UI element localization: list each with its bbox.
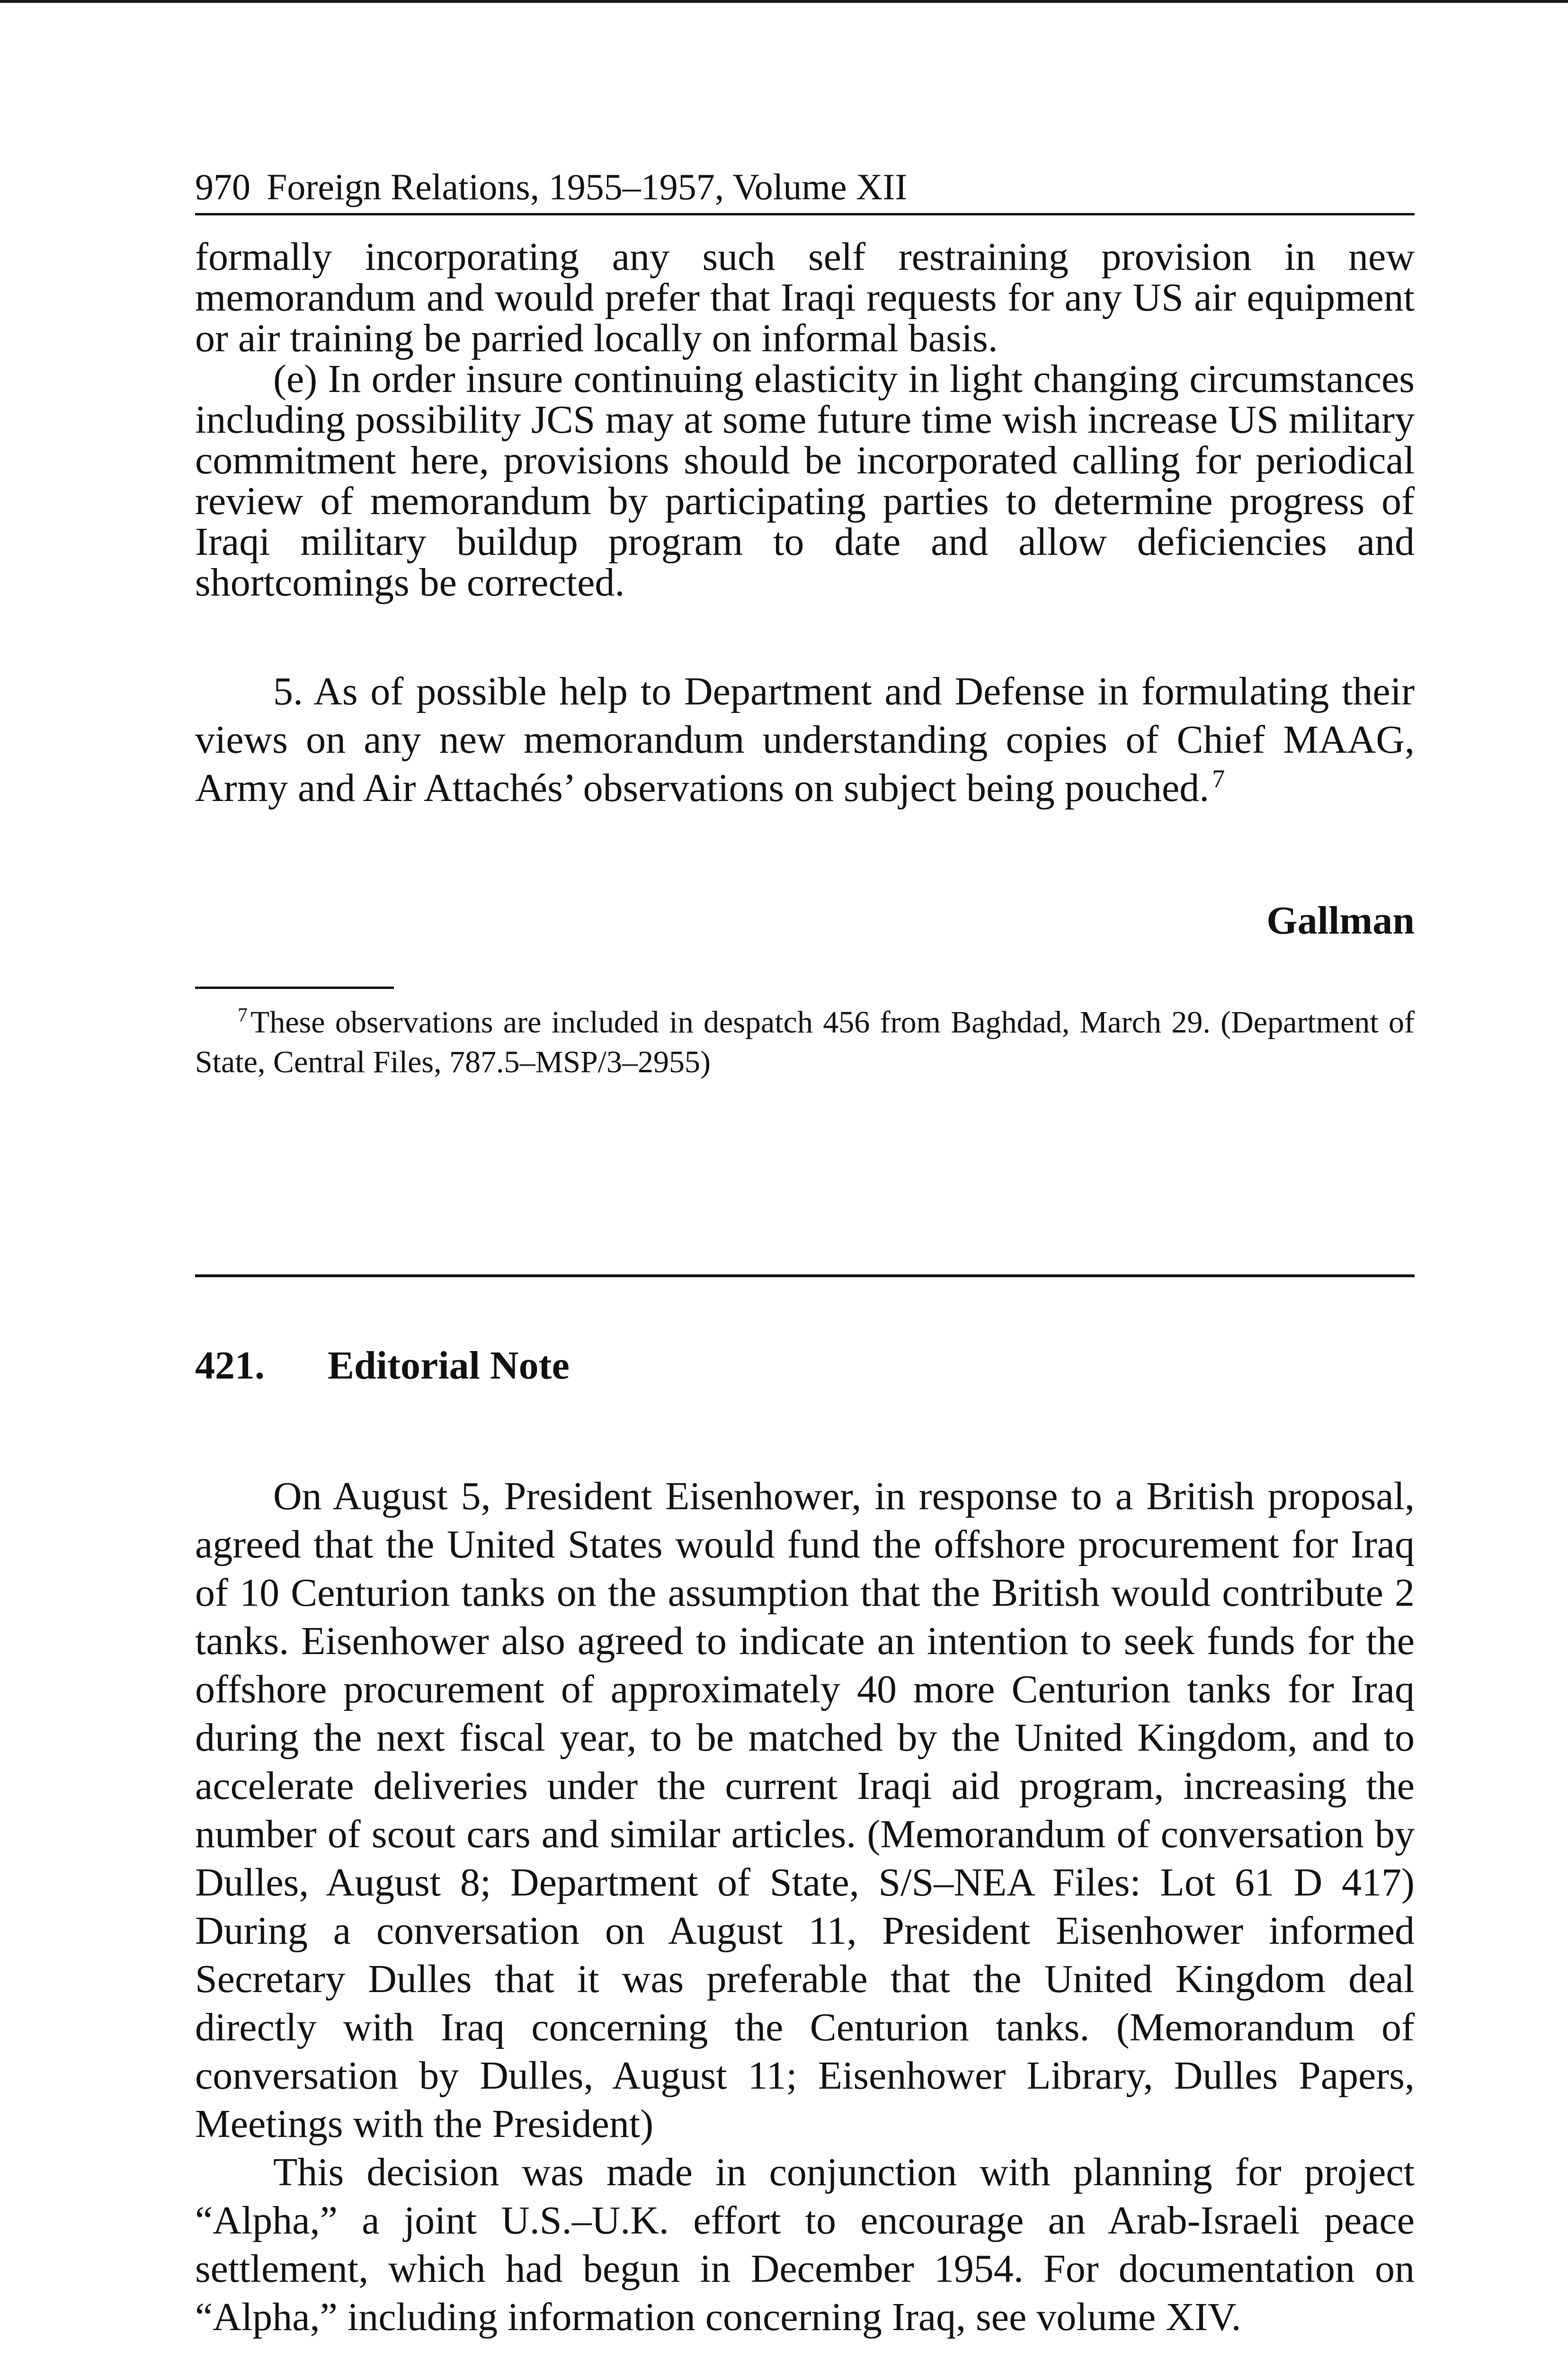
footnote-text: These observations are included in despatch 456 from Baghdad, March 29. (Department of State, Central Files, 787.5–MSP/3–2955) [195,1005,1415,1079]
page-number: 970 [195,166,250,207]
paragraph-5 [195,667,1415,812]
paragraph-5-text: 5. As of possible help to Department and Defense in formulating their views on any new memorandum understanding copies of Chief MAAG, Army and Air Attachés’ observations on subject being pouched. [195,669,1415,810]
document-number: 421. [195,1344,265,1388]
volume-title: Foreign Relations, 1955–1957, Volume XII [267,166,908,207]
section-heading [195,1340,1415,1392]
continuation-paragraph: formally incorporating any such self restraining provision in new memorandum and would prefer that Iraqi requests for any US air equipment or air training be parried locally on informal basis. [195,235,1415,360]
editorial-note-body [195,1472,1415,2341]
running-header [195,161,1415,215]
editorial-paragraph: This decision was made in conjunction with planning for project “Alpha,” a joint U.S.–U.K. effort to encourage an Arab-Israeli peace settlement, which had begun in December 1954. For documentation on “Alpha,” including information concerning Iraq, see volume XIV. [195,2150,1415,2339]
section-title: Editorial Note [328,1344,570,1388]
footnote [195,1003,1415,1082]
footnote-mark: 7 [238,1005,248,1026]
footnote-rule [195,987,394,989]
section-divider [195,1274,1415,1277]
editorial-paragraph: On August 5, President Eisenhower, in response to a British proposal, agreed that the United States would fund the offshore procurement for Iraq of 10 Centurion tanks on the assumption that the British would contribute 2 tanks. Eisenhower also agreed to indicate an intention to seek funds for the offshore procurement of approximately 40 more Centurion tanks for Iraq during the next fiscal year, to be matched by the United Kingdom, and to accelerate deliveries under the current Iraqi aid program, increasing the number of scout cars and similar articles. (Memorandum of conversation by Dulles, August 8; Department of State, S/S–NEA Files: Lot 61 D 417) During a conversation on August 11, President Eisenhower informed Secretary Dulles that it was preferable that the United Kingdom deal directly with Iraq concerning the Centurion tanks. (Memorandum of conversation by Dulles, August 11; Eisenhower Library, Dulles Papers, Meetings with the President) [195,1474,1415,2146]
continuation-block [195,237,1415,603]
top-edge-rule [0,0,1568,3]
signature: Gallman [1266,899,1415,943]
footnote-reference: 7 [1212,765,1225,793]
provision-e-paragraph: (e) In order insure continuing elasticity in light changing circumstances including possibility JCS may at some future time wish increase US military commitment here, provisions should be incorporated calling for periodical review of memorandum by participating parties to determine progress of Iraqi military buildup program to date and allow deficiencies and shortcomings be corrected. [195,357,1415,605]
